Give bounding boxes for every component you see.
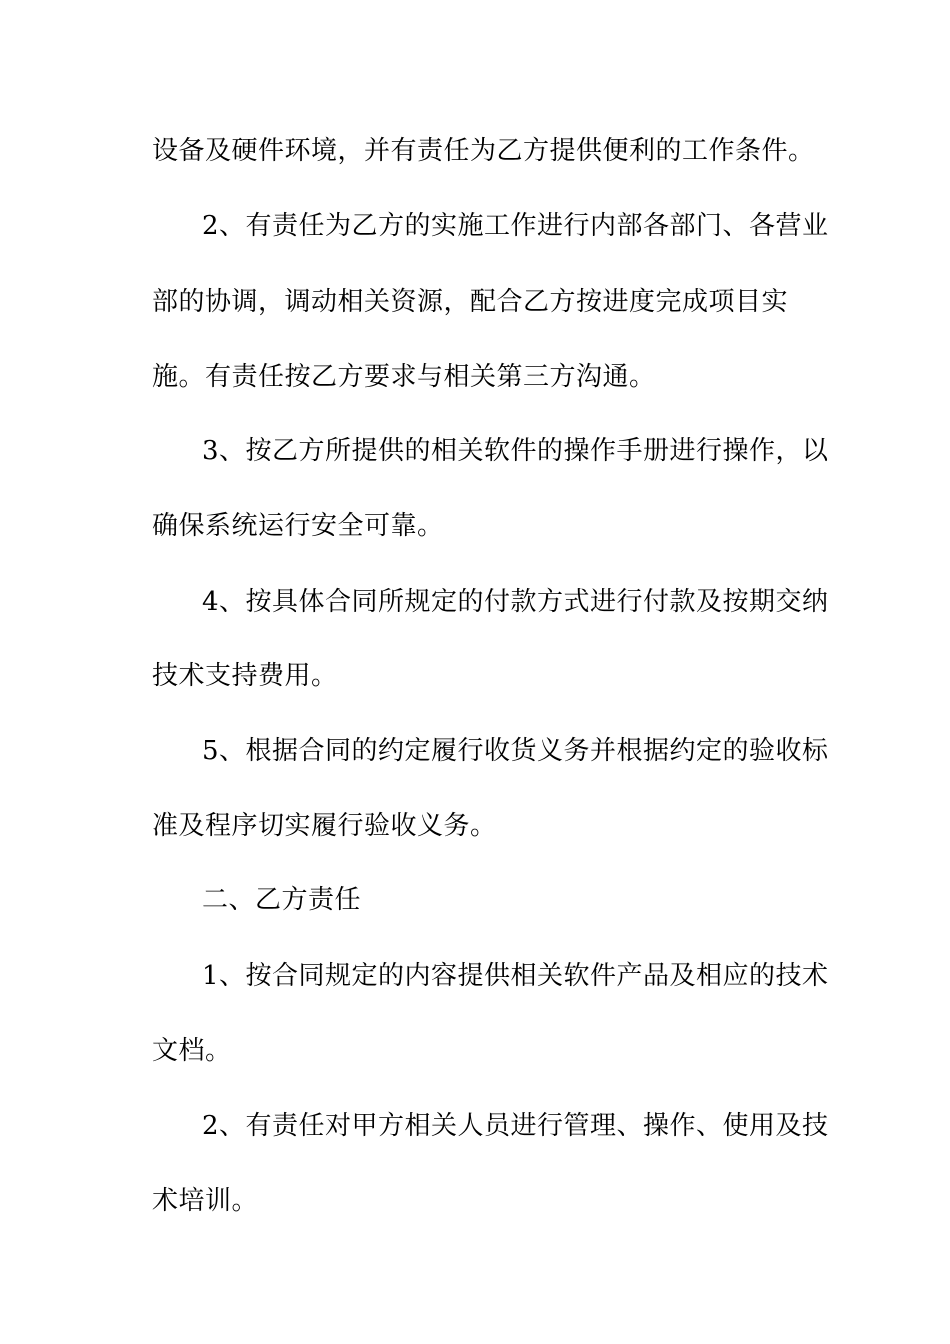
text-line: 部的协调，调动相关资源，配合乙方按进度完成项目实 — [152, 287, 789, 317]
text-line: 术培训。 — [152, 1186, 259, 1216]
text-line: 准及程序切实履行验收义务。 — [152, 811, 497, 841]
text-line: 2、有责任对甲方相关人员进行管理、操作、使用及技 — [202, 1111, 829, 1141]
text-line: 2、有责任为乙方的实施工作进行内部各部门、各营业 — [202, 211, 829, 241]
text-line: 5、根据合同的约定履行收货义务并根据约定的验收标 — [202, 736, 829, 766]
text-line: 1、按合同规定的内容提供相关软件产品及相应的技术 — [202, 961, 829, 991]
text-line: 技术支持费用。 — [152, 661, 338, 691]
text-line: 设备及硬件环境，并有责任为乙方提供便利的工作条件。 — [152, 136, 815, 166]
text-line: 文档。 — [152, 1036, 232, 1066]
section-heading: 二、乙方责任 — [202, 885, 362, 915]
text-line: 确保系统运行安全可靠。 — [152, 511, 444, 541]
text-line: 施。有责任按乙方要求与相关第三方沟通。 — [152, 362, 656, 392]
text-line: 4、按具体合同所规定的付款方式进行付款及按期交纳 — [202, 587, 829, 617]
text-line: 3、按乙方所提供的相关软件的操作手册进行操作，以 — [202, 436, 829, 466]
